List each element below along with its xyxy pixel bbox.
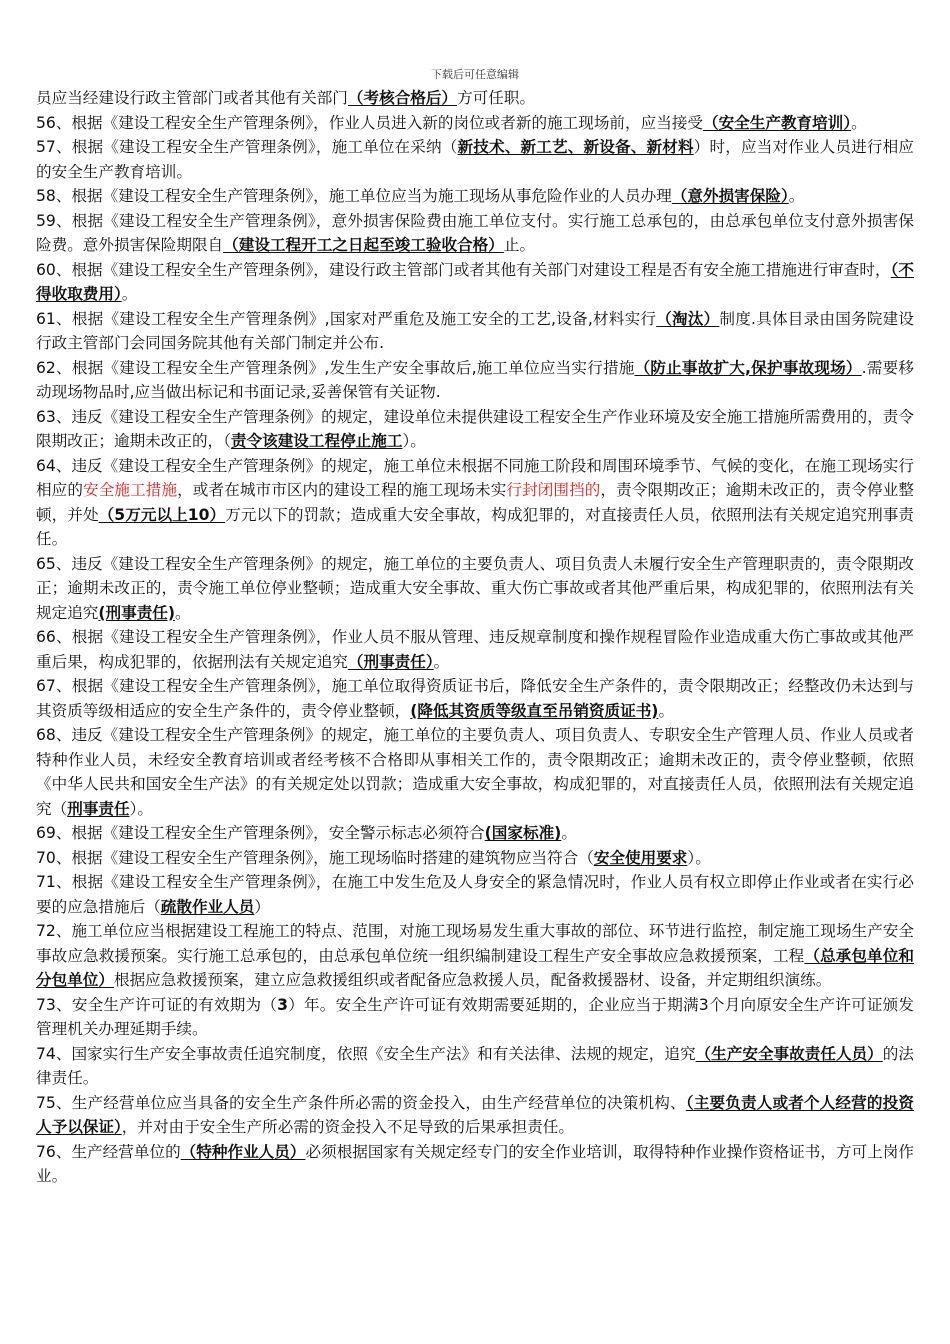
question-text: 56、根据《建设工程安全生产管理条例》，作业人员进入新的岗位或者新的施工现场前，应当接受 [36, 113, 703, 132]
question-text: 61、根据《建设工程安全生产管理条例》,国家对严重危及施工安全的工艺,设备,材料实行 [36, 309, 657, 328]
answer-text: (降低其资质等级直至吊销资质证书) [410, 701, 659, 720]
answer-text: （生产安全事故责任人员） [695, 1044, 883, 1063]
answer-text: （总承包单位和分包单位） [36, 946, 914, 989]
question-text: 68、违反《建设工程安全生产管理条例》的规定，施工单位的主要负责人、项目负责人、专职安全生产管理人员、作业人员或者特种作业人员，未经安全教育培训或者经考核不合格即从事相关工作的，责令限期改正；逾期未改正的，责令停业整顿，依照《中华人民共和国安全生产法》的有关规定处以罚款；造成重大安全事故，构成犯罪的，对直接责任人员，依照刑法有关规定追究（ [36, 726, 914, 818]
page-header: 下载后可任意编辑 [431, 68, 519, 81]
question-text: ）。 [687, 848, 711, 867]
question-text: ）时，应当对作业人员进行相应的安全生产教育培训。 [36, 138, 914, 181]
question-text: 止。 [503, 236, 536, 254]
answer-text: （安全生产教育培训） [702, 113, 852, 132]
question-item [36, 258, 914, 307]
question-text: 75、生产经营单位应当具备的安全生产条件所必需的资金投入，由生产经营单位的决策机构、 [36, 1093, 686, 1112]
question-item [36, 111, 914, 136]
question-text: 64、违反《建设工程安全生产管理条例》的规定，施工单位未根据不同施工阶段和周围环境季节、气候的变化，在施工现场实行相应的 [36, 456, 914, 499]
question-text: 60、根据《建设工程安全生产管理条例》，建设行政主管部门或者其他有关部门对建设工程是否有安全施工措施进行审查时， [36, 260, 891, 279]
question-item [36, 625, 914, 674]
question-item [36, 356, 914, 405]
question-item [36, 674, 914, 723]
question-text: 67、根据《建设工程安全生产管理条例》，施工单位取得资质证书后，降低安全生产条件的，责令限期改正；经整改仍未达到与其资质等级相适应的安全生产条件的，责令停业整顿， [36, 677, 914, 720]
answer-text: （主要负责人或者个人经营的投资人予以保证） [36, 1093, 914, 1136]
question-text: 。 [658, 701, 675, 720]
question-item [36, 1042, 914, 1091]
question-text: .需要移动现场物品时,应当做出标记和书面记录,妥善保管有关证物. [36, 358, 914, 401]
question-item [36, 405, 914, 454]
question-text: 66、根据《建设工程安全生产管理条例》，作业人员不服从管理、违反规章制度和操作规程冒险作业造成重大伤亡事故或其他严重后果，构成犯罪的，依据刑法有关规定追究 [36, 628, 914, 671]
question-text: 。 [851, 113, 867, 132]
question-text: 的法律责任。 [36, 1044, 914, 1087]
question-item [36, 1091, 914, 1140]
question-text: 72、施工单位应当根据建设工程施工的特点、范围，对施工现场易发生重大事故的部位、环节进行监控，制定施工现场生产安全事故应急救援预案。实行施工总承包的，由总承包单位统一组织编制建设工程生产安全事故应急救援预案，工程 [36, 922, 914, 965]
question-text: 65、违反《建设工程安全生产管理条例》的规定，施工单位的主要负责人、项目负责人未履行安全生产管理职责的，责令限期改正；逾期未改正的，责令施工单位停业整顿；造成重大安全事故、重大伤亡事故或者其他严重后果，构成犯罪的，依照刑法有关规定追究 [36, 554, 914, 622]
answer-text: （5万元以上10） [98, 505, 226, 524]
answer-text: 责令该建设工程停止施工 [230, 432, 403, 450]
answer-text: （刑事责任） [347, 652, 434, 671]
question-text: 员应当经建设行政主管部门或者其他有关部门 [36, 89, 348, 107]
answer-text: 新技术、新工艺、新设备、新材料 [457, 138, 694, 156]
question-text: 76、生产经营单位的 [36, 1142, 181, 1161]
question-item [36, 184, 914, 209]
question-text: 70、根据《建设工程安全生产管理条例》，施工现场临时搭建的建筑物应当符合（ [36, 848, 594, 867]
question-item [36, 454, 914, 552]
answer-text: （不得收取费用） [36, 260, 915, 303]
question-text: 。 [175, 603, 191, 622]
question-text: 71、根据《建设工程安全生产管理条例》，在施工中发生危及人身安全的紧急情况时，作业人员有权立即停止作业或者在实行必要的应急措施后（ [36, 873, 914, 916]
question-text: 74、国家实行生产安全事故责任追究制度，依照《安全生产法》和有关法律、法规的规定，追究 [36, 1044, 696, 1063]
question-text: ，或者在城市市区内的建设工程的施工现场未实 [177, 481, 507, 499]
answer-text: （考核合格后） [347, 89, 458, 107]
question-text: ，责令限期改正；逾期未改正的，责令停业整顿，并处 [36, 481, 914, 524]
question-text: ）年。安全生产许可证有效期需要延期的，企业应当于期满3个月向原安全生产许可证颁发管理机关办理延期手续。 [36, 995, 915, 1038]
question-item [36, 552, 914, 626]
question-text: 制度.具体目录由国务院建设行政主管部门会同国务院其他有关部门制定并公布. [36, 309, 914, 352]
answer-text: 疏散作业人员 [160, 897, 255, 916]
highlighted-text: 行封闭围挡的 [506, 481, 601, 499]
question-text: ） [254, 897, 270, 916]
question-text: ，并对由于安全生产所必需的资金投入不足导致的后果承担责任。 [121, 1118, 574, 1136]
question-item [36, 821, 914, 846]
answer-text: （防止事故扩大,保护事故现场） [634, 358, 862, 377]
question-item [36, 209, 914, 258]
question-item [36, 919, 914, 993]
answer-text: （淘汰） [656, 309, 720, 328]
question-text: 73、安全生产许可证的有效期为（ [36, 995, 278, 1014]
question-item [36, 846, 914, 871]
document-body [36, 86, 914, 1189]
question-text: 必须根据国家有关规定经专门的安全作业培训，取得特种作业操作资格证书，方可上岗作业。 [36, 1142, 914, 1185]
question-text: 根据应急救援预案，建立应急救援组织或者配备应急救援人员，配备救援器材、设备，并定期组织演练。 [113, 971, 832, 989]
answer-text: 安全使用要求 [593, 848, 688, 867]
question-text: 62、根据《建设工程安全生产管理条例》,发生生产安全事故后,施工单位应当实行措施 [36, 358, 635, 377]
question-text: 57、根据《建设工程安全生产管理条例》，施工单位在采纳（ [36, 138, 458, 156]
question-text: 63、违反《建设工程安全生产管理条例》的规定，建设单位未提供建设工程安全生产作业环境及安全施工措施所需费用的，责令限期改正；逾期未改正的，（ [36, 407, 914, 450]
question-text: 万元以下的罚款；造成重大安全事故，构成犯罪的，对直接责任人员，依照刑法有关规定追究刑事责任。 [36, 505, 914, 548]
answer-text: （意外损害保险） [671, 187, 789, 205]
question-item [36, 135, 914, 184]
question-text: 69、根据《建设工程安全生产管理条例》，安全警示标志必须符合 [36, 824, 485, 842]
highlighted-text: 安全施工措施 [83, 481, 178, 499]
question-item [36, 723, 914, 821]
answer-text: （特种作业人员） [180, 1142, 306, 1161]
question-text: 58、根据《建设工程安全生产管理条例》，施工单位应当为施工现场从事危险作业的人员办理 [36, 187, 672, 205]
answer-number: 3 [277, 995, 288, 1014]
question-text: 。 [121, 285, 138, 303]
question-item [36, 870, 914, 919]
question-text: 59、根据《建设工程安全生产管理条例》，意外损害保险费由施工单位支付。实行施工总承包的，由总承包单位支付意外损害保险费。意外损害保险期限自 [36, 211, 914, 254]
question-item [36, 1140, 914, 1189]
question-item [36, 307, 914, 356]
question-text: ）。 [402, 432, 426, 450]
question-item [36, 993, 914, 1042]
answer-text: （建设工程开工之日起至竣工验收合格） [223, 236, 504, 254]
question-item [36, 86, 914, 111]
answer-text: (国家标准) [484, 824, 562, 842]
answer-text: (刑事责任) [98, 603, 176, 622]
question-text: 。 [788, 187, 805, 205]
question-text: 。 [561, 824, 577, 842]
question-text: 。 [433, 652, 450, 671]
question-text: ）。 [129, 799, 153, 818]
answer-text: 刑事责任 [67, 799, 130, 818]
question-text: 方可任职。 [457, 89, 536, 107]
